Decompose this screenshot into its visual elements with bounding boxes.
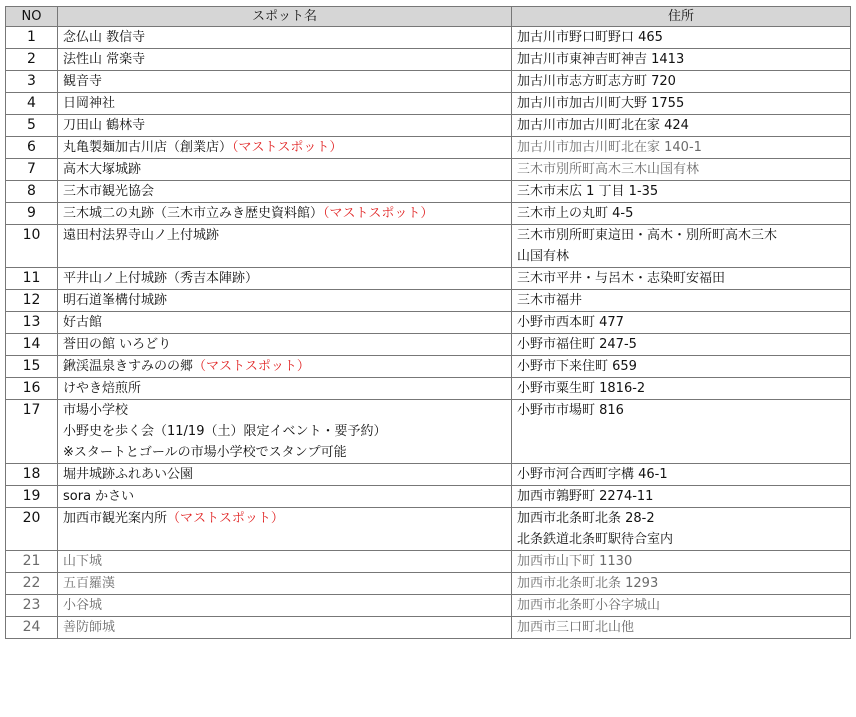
table-row (6, 290, 851, 312)
spot-name: 誉田の館 いろどり (63, 337, 172, 352)
address-cell (512, 356, 851, 378)
spot-name: 明石道峯構付城跡 (63, 293, 168, 308)
address-line: 加古川市野口町野口 465 (517, 30, 663, 45)
table-row (6, 551, 851, 573)
spot-name-cell (58, 464, 512, 486)
spot-table (5, 6, 851, 639)
spot-name-cell (58, 115, 512, 137)
spot-name-cell (58, 334, 512, 356)
table-row (6, 617, 851, 639)
spot-name: 加西市観光案内所 (63, 511, 168, 526)
row-number: 24 (6, 617, 58, 639)
row-number: 11 (6, 268, 58, 290)
spot-name-cell (58, 181, 512, 203)
row-number: 7 (6, 159, 58, 181)
spot-name: 遠田村法界寺山ノ上付城跡 (63, 228, 220, 243)
spot-name: 高木大塚城跡 (63, 162, 142, 177)
address-line: 加西市三口町北山他 (517, 620, 635, 635)
address-line: 小野市福住町 247-5 (517, 337, 637, 352)
spot-name-cell (58, 617, 512, 639)
address-cell (512, 595, 851, 617)
spot-name: 山下城 (63, 554, 103, 569)
table-row (6, 486, 851, 508)
table-row (6, 508, 851, 551)
table-row (6, 334, 851, 356)
address-line: 小野市西本町 477 (517, 315, 624, 330)
spot-name-cell (58, 159, 512, 181)
spot-name-cell (58, 595, 512, 617)
address-cell (512, 464, 851, 486)
table-row (6, 464, 851, 486)
address-line: 三木市上の丸町 4-5 (517, 206, 634, 221)
must-spot-label: （マストスポット） (323, 206, 434, 221)
row-number: 6 (6, 137, 58, 159)
spot-name: 刀田山 鶴林寺 (63, 118, 146, 133)
address-cell (512, 312, 851, 334)
spot-name-cell (58, 27, 512, 49)
address-cell (512, 486, 851, 508)
spot-name-cell (58, 551, 512, 573)
row-number: 21 (6, 551, 58, 573)
spot-name: けやき焙煎所 (63, 381, 142, 396)
row-number: 10 (6, 225, 58, 268)
spot-name: 善防師城 (63, 620, 116, 635)
address-cell (512, 181, 851, 203)
spot-name: 法性山 常楽寺 (63, 52, 146, 67)
spot-list-container (5, 6, 851, 639)
address-cell (512, 93, 851, 115)
address-line: 加西市山下町 1130 (517, 554, 633, 569)
spot-name: 平井山ノ上付城跡（秀吉本陣跡） (63, 271, 259, 286)
address-line: 加古川市東神吉町神吉 1413 (517, 52, 685, 67)
spot-name: 堀井城跡ふれあい公園 (63, 467, 194, 482)
table-row (6, 378, 851, 400)
table-row (6, 137, 851, 159)
spot-name-cell (58, 290, 512, 312)
table-row (6, 225, 851, 268)
must-spot-label: （マストスポット） (193, 359, 310, 374)
address-line: 加西市北条町北条 1293 (517, 576, 659, 591)
address-line: 加古川市志方町志方町 720 (517, 74, 676, 89)
spot-name-cell (58, 268, 512, 290)
address-line: 三木市別所町高木三木山国有林 (517, 162, 700, 177)
address-line: 三木市末広 1 丁目 1-35 (517, 184, 659, 199)
row-number: 2 (6, 49, 58, 71)
spot-name: 観音寺 (63, 74, 103, 89)
address-cell (512, 225, 851, 268)
address-cell (512, 378, 851, 400)
address-cell (512, 27, 851, 49)
table-row (6, 159, 851, 181)
table-row (6, 71, 851, 93)
spot-name: 小野史を歩く会（11/19（土）限定イベント・要予約） (63, 424, 387, 439)
spot-name: 念仏山 教信寺 (63, 30, 146, 45)
spot-name-cell (58, 486, 512, 508)
address-line: 小野市市場町 816 (517, 403, 624, 418)
row-number: 12 (6, 290, 58, 312)
row-number: 3 (6, 71, 58, 93)
address-line: 加古川市加古川町北在家 140-1 (517, 140, 702, 155)
spot-name-cell (58, 312, 512, 334)
header-address: 住所 (512, 7, 851, 27)
address-cell (512, 268, 851, 290)
address-cell (512, 617, 851, 639)
address-cell (512, 508, 851, 551)
address-line: 三木市平井・与呂木・志染町安福田 (517, 271, 726, 286)
address-cell (512, 573, 851, 595)
address-cell (512, 71, 851, 93)
table-row (6, 49, 851, 71)
spot-name: 鍬渓温泉きすみのの郷 (63, 359, 194, 374)
spot-name: 小谷城 (63, 598, 103, 613)
spot-name-cell (58, 400, 512, 464)
address-cell (512, 159, 851, 181)
header-spot-name: スポット名 (58, 7, 512, 27)
address-line: 加西市北条町北条 28-2 (517, 511, 655, 526)
spot-name: 日岡神社 (63, 96, 116, 111)
spot-name: 市場小学校 (63, 403, 129, 418)
spot-name-cell (58, 49, 512, 71)
spot-name: 五百羅漢 (63, 576, 116, 591)
address-line: 北条鉄道北条町駅待合室内 (517, 532, 674, 547)
row-number: 18 (6, 464, 58, 486)
row-number: 9 (6, 203, 58, 225)
address-cell (512, 49, 851, 71)
header-no: NO (6, 7, 58, 27)
row-number: 4 (6, 93, 58, 115)
spot-name: sora かさい (63, 489, 135, 504)
table-body (6, 27, 851, 639)
row-number: 1 (6, 27, 58, 49)
spot-name-cell (58, 356, 512, 378)
address-line: 小野市粟生町 1816-2 (517, 381, 646, 396)
address-cell (512, 290, 851, 312)
address-line: 加古川市加古川町大野 1755 (517, 96, 685, 111)
address-cell (512, 334, 851, 356)
row-number: 22 (6, 573, 58, 595)
table-row (6, 268, 851, 290)
row-number: 15 (6, 356, 58, 378)
spot-name-cell (58, 203, 512, 225)
row-number: 17 (6, 400, 58, 464)
table-row (6, 203, 851, 225)
table-row (6, 181, 851, 203)
row-number: 19 (6, 486, 58, 508)
spot-name-cell (58, 71, 512, 93)
address-cell (512, 137, 851, 159)
row-number: 14 (6, 334, 58, 356)
spot-name-cell (58, 93, 512, 115)
spot-name-cell (58, 508, 512, 551)
row-number: 5 (6, 115, 58, 137)
spot-name: 好古館 (63, 315, 103, 330)
address-cell (512, 203, 851, 225)
address-line: 三木市福井 (517, 293, 583, 308)
row-number: 23 (6, 595, 58, 617)
row-number: 16 (6, 378, 58, 400)
table-row (6, 356, 851, 378)
spot-name: 三木市観光協会 (63, 184, 155, 199)
address-line: 小野市河合西町字構 46-1 (517, 467, 668, 482)
address-line: 小野市下来住町 659 (517, 359, 637, 374)
table-row (6, 115, 851, 137)
address-line: 山国有林 (517, 249, 570, 264)
table-header-row (6, 7, 851, 27)
spot-name-cell (58, 573, 512, 595)
table-row (6, 573, 851, 595)
address-line: 加西市北条町小谷字城山 (517, 598, 661, 613)
table-row (6, 27, 851, 49)
row-number: 8 (6, 181, 58, 203)
row-number: 13 (6, 312, 58, 334)
must-spot-label: （マストスポット） (232, 140, 343, 155)
spot-name: ※スタートとゴールの市場小学校でスタンプ可能 (63, 445, 347, 460)
spot-name-cell (58, 225, 512, 268)
address-cell (512, 551, 851, 573)
table-row (6, 595, 851, 617)
table-row (6, 93, 851, 115)
spot-name: 三木城二の丸跡（三木市立みき歴史資料館） (63, 206, 324, 221)
address-cell (512, 115, 851, 137)
address-line: 加古川市加古川町北在家 424 (517, 118, 689, 133)
spot-name-cell (58, 137, 512, 159)
address-cell (512, 400, 851, 464)
address-line: 三木市別所町東這田・高木・別所町高木三木 (517, 228, 778, 243)
table-row (6, 400, 851, 464)
spot-name-cell (58, 378, 512, 400)
spot-name: 丸亀製麺加古川店（創業店） (63, 140, 233, 155)
must-spot-label: （マストスポット） (167, 511, 284, 526)
table-row (6, 312, 851, 334)
row-number: 20 (6, 508, 58, 551)
address-line: 加西市鶉野町 2274-11 (517, 489, 654, 504)
